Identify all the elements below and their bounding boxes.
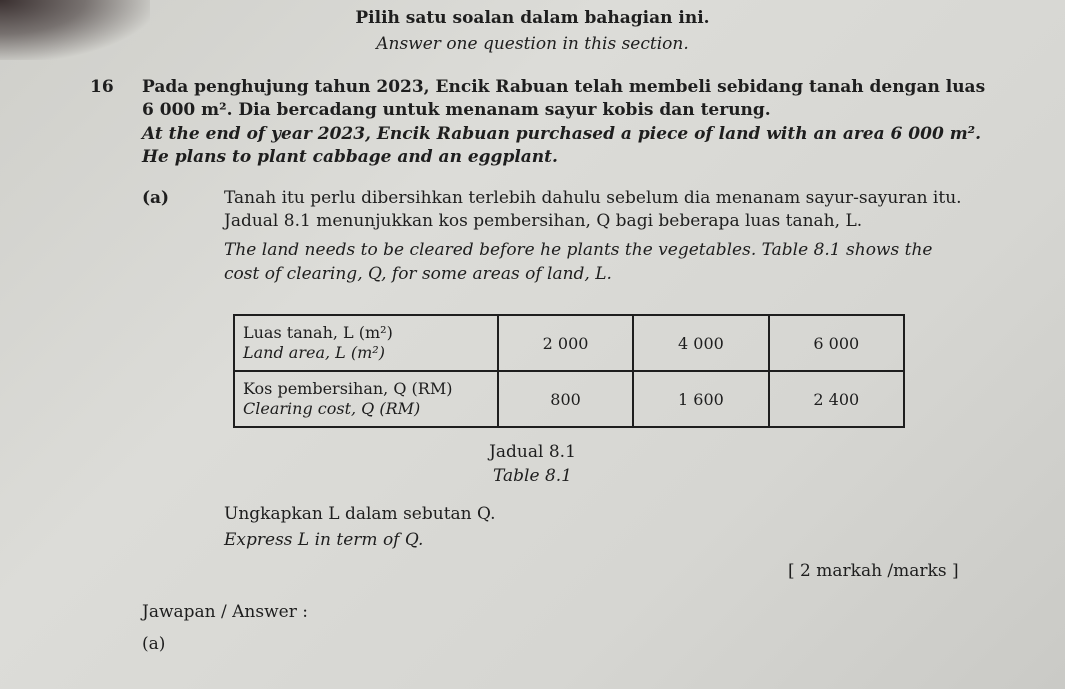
row-head-ms: Luas tanah, L (m²)	[243, 323, 393, 342]
table-row	[234, 315, 904, 371]
table-caption-en: Table 8.1	[493, 466, 572, 486]
question-intro-en-2: He plans to plant cabbage and an eggplant.	[142, 147, 558, 167]
table-row-head	[234, 315, 498, 371]
table-caption-ms: Jadual 8.1	[489, 442, 576, 462]
table-cell: 1 600	[633, 371, 768, 427]
row-head-en: Clearing cost, Q (RM)	[243, 399, 421, 418]
part-a-text-ms-2: Jadual 8.1 menunjukkan kos pembersihan, Q bagi beberapa luas tanah, L.	[224, 211, 863, 231]
table-cell: 4 000	[633, 315, 768, 371]
instruction-ms: Pilih satu soalan dalam bahagian ini.	[355, 8, 710, 28]
table-cell: 2 400	[769, 371, 904, 427]
table-8-1	[233, 314, 905, 428]
part-a-text-ms-1: Tanah itu perlu dibersihkan terlebih dahulu sebelum dia menanam sayur-sayuran itu.	[224, 188, 962, 208]
row-head-en: Land area, L (m²)	[243, 343, 385, 362]
question-intro-ms-2: 6 000 m². Dia bercadang untuk menanam sayur kobis dan terung.	[142, 100, 771, 120]
table-cell: 6 000	[769, 315, 904, 371]
answer-label: Jawapan / Answer :	[142, 602, 308, 622]
part-a-text-en-2: cost of clearing, Q, for some areas of land, L.	[224, 264, 612, 284]
task-ms: Ungkapkan L dalam sebutan Q.	[224, 504, 496, 524]
question-number: 16	[90, 77, 114, 97]
question-intro-ms-1: Pada penghujung tahun 2023, Encik Rabuan telah membeli sebidang tanah dengan luas	[142, 77, 986, 97]
answer-part-a: (a)	[142, 634, 166, 654]
table-row	[234, 371, 904, 427]
marks-label: [ 2 markah /marks ]	[788, 561, 959, 581]
question-intro-en-1: At the end of year 2023, Encik Rabuan purchased a piece of land with an area 6 000 m².	[142, 124, 982, 144]
table-cell: 800	[498, 371, 633, 427]
instruction-en: Answer one question in this section.	[376, 34, 689, 54]
part-a-text-en-1: The land needs to be cleared before he plants the vegetables. Table 8.1 shows the	[224, 240, 933, 260]
part-a-label: (a)	[142, 188, 170, 208]
table-row-head	[234, 371, 498, 427]
task-en: Express L in term of Q.	[224, 530, 424, 550]
row-head-ms: Kos pembersihan, Q (RM)	[243, 379, 453, 398]
table-cell: 2 000	[498, 315, 633, 371]
